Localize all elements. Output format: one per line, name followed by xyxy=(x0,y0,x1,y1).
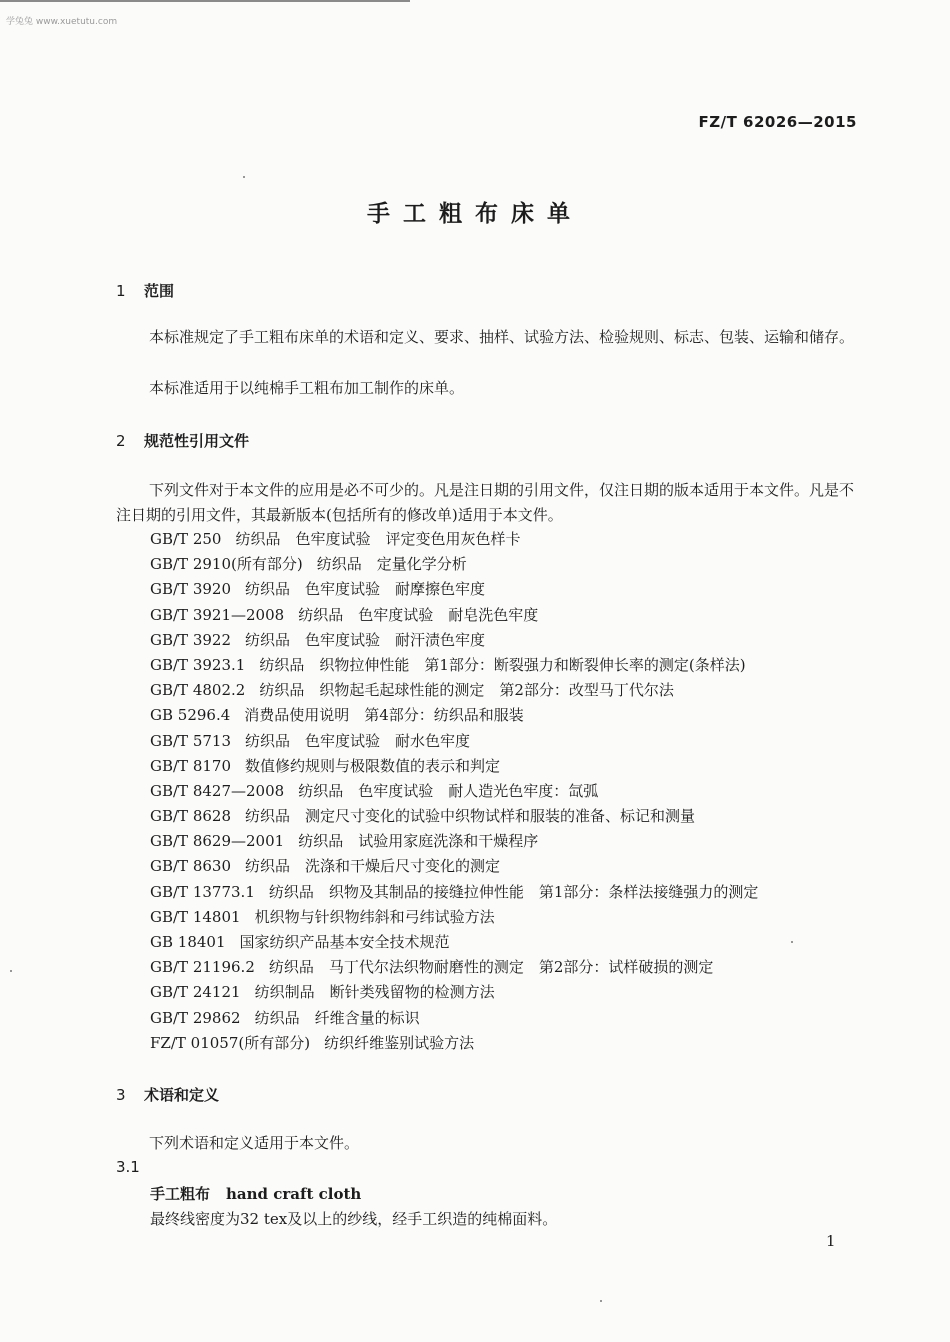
reference-code: GB/T 250 xyxy=(150,530,222,548)
scope-paragraph-2: 本标准适用于以纯棉手工粗布加工制作的床单。 xyxy=(149,379,465,397)
scan-speck xyxy=(791,941,793,943)
section-title: 范围 xyxy=(144,282,175,300)
reference-title: 纺织品 定量化学分析 xyxy=(316,555,467,574)
reference-item xyxy=(150,678,758,703)
reference-title: 纺织品 织物及其制品的接缝拉伸性能 第1部分：条样法接缝强力的测定 xyxy=(268,882,759,901)
reference-code: GB 5296.4 xyxy=(150,706,231,725)
reference-title: 数值修约规则与极限数值的表示和判定 xyxy=(245,756,501,775)
page-title: 手工粗布床单 xyxy=(367,201,583,227)
reference-item xyxy=(150,754,758,779)
reference-title: 机织物与针织物纬斜和弓纬试验方法 xyxy=(254,907,495,926)
reference-item xyxy=(150,577,758,602)
reference-item xyxy=(150,1006,758,1031)
scan-speck xyxy=(10,970,12,972)
reference-title: 纺织品 色牢度试验 耐摩擦色牢度 xyxy=(245,580,486,599)
section-number: 3 xyxy=(116,1086,126,1104)
reference-code: GB/T 21196.2 xyxy=(150,958,255,977)
reference-item xyxy=(150,930,758,955)
section-1-heading xyxy=(116,280,174,301)
term-definition: 最终线密度为32 tex及以上的纱线，经手工织造的纯棉面料。 xyxy=(150,1210,558,1228)
page-number: 1 xyxy=(826,1232,836,1250)
reference-code: GB/T 8630 xyxy=(150,857,232,876)
section-number: 1 xyxy=(116,282,126,300)
term-chinese: 手工粗布 xyxy=(150,1185,211,1203)
reference-item xyxy=(150,628,758,653)
scope-paragraph-1: 本标准规定了手工粗布床单的术语和定义、要求、抽样、试验方法、检验规则、标志、包装、运输和储存。 xyxy=(149,328,855,346)
reference-code: GB 18401 xyxy=(150,933,226,951)
reference-code: GB/T 13773.1 xyxy=(150,882,255,901)
reference-title: 纺织品 测定尺寸变化的试验中织物试样和服装的准备、标记和测量 xyxy=(245,807,696,826)
term-english: hand craft cloth xyxy=(226,1185,362,1203)
reference-item xyxy=(150,804,758,829)
watermark-text: 学兔兔 www.xuetutu.com xyxy=(6,17,118,27)
reference-code: FZ/T 01057(所有部分) xyxy=(150,1033,311,1052)
scan-speck xyxy=(243,176,245,178)
reference-item xyxy=(150,905,758,930)
reference-code: GB/T 29862 xyxy=(150,1008,241,1027)
section-2-heading xyxy=(116,430,249,451)
reference-title: 纺织品 织物起毛起球性能的测定 第2部分：改型马丁代尔法 xyxy=(259,681,674,700)
section-number: 2 xyxy=(116,432,126,450)
top-rule xyxy=(0,0,410,2)
reference-code: GB/T 3922 xyxy=(150,630,232,649)
reference-code: GB/T 2910(所有部分) xyxy=(150,555,303,574)
reference-code: GB/T 3921—2008 xyxy=(150,605,285,624)
reference-code: GB/T 4802.2 xyxy=(150,681,246,700)
reference-item xyxy=(150,779,758,804)
reference-title: 纺织品 织物拉伸性能 第1部分：断裂强力和断裂伸长率的测定(条样法) xyxy=(259,655,746,674)
reference-item xyxy=(150,552,758,577)
reference-code: GB/T 3920 xyxy=(150,580,232,599)
section-title: 术语和定义 xyxy=(144,1086,220,1104)
reference-title: 纺织品 色牢度试验 耐水色牢度 xyxy=(245,731,471,750)
reference-title: 纺织纤维鉴别试验方法 xyxy=(324,1033,475,1052)
reference-code: GB/T 8170 xyxy=(150,756,232,775)
reference-title: 消费品使用说明 第4部分：纺织品和服装 xyxy=(244,706,524,725)
reference-title: 纺织品 试验用家庭洗涤和干燥程序 xyxy=(298,832,539,851)
reference-code: GB/T 5713 xyxy=(150,731,232,750)
reference-item xyxy=(150,980,758,1005)
reference-title: 纺织品 洗涤和干燥后尺寸变化的测定 xyxy=(245,857,501,876)
reference-title: 国家纺织产品基本安全技术规范 xyxy=(239,933,450,951)
refs-intro-paragraph: 下列文件对于本文件的应用是必不可少的。凡是注日期的引用文件，仅注日期的版本适用于本文件。凡是不注日期的引用文件，其最新版本(包括所有的修改单)适用于本文件。 xyxy=(116,481,855,524)
reference-code: GB/T 3923.1 xyxy=(150,655,246,674)
reference-item xyxy=(150,527,758,552)
reference-list xyxy=(150,527,758,1056)
reference-title: 纺织品 色牢度试验 评定变色用灰色样卡 xyxy=(235,530,521,548)
reference-item xyxy=(150,829,758,854)
reference-item xyxy=(150,1031,758,1056)
subsection-number: 3.1 xyxy=(116,1158,140,1176)
reference-item xyxy=(150,854,758,879)
reference-title: 纺织品 色牢度试验 耐人造光色牢度：氙弧 xyxy=(298,781,599,800)
reference-code: GB/T 24121 xyxy=(150,983,241,1002)
reference-code: GB/T 8629—2001 xyxy=(150,832,285,851)
reference-item xyxy=(150,955,758,980)
reference-item xyxy=(150,603,758,628)
document-number: FZ/T 62026—2015 xyxy=(698,113,857,131)
reference-title: 纺织品 马丁代尔法织物耐磨性的测定 第2部分：试样破损的测定 xyxy=(268,958,714,977)
reference-item xyxy=(150,703,758,728)
reference-item xyxy=(150,653,758,678)
reference-title: 纺织品 色牢度试验 耐汗渍色牢度 xyxy=(245,630,486,649)
reference-title: 纺织制品 断针类残留物的检测方法 xyxy=(254,983,495,1002)
term-entry xyxy=(150,1183,361,1204)
scan-speck xyxy=(600,1300,602,1302)
terms-intro-paragraph: 下列术语和定义适用于本文件。 xyxy=(149,1134,360,1152)
reference-code: GB/T 8427—2008 xyxy=(150,781,285,800)
section-3-heading xyxy=(116,1084,219,1105)
reference-code: GB/T 14801 xyxy=(150,907,241,926)
reference-item xyxy=(150,880,758,905)
reference-item xyxy=(150,729,758,754)
reference-title: 纺织品 纤维含量的标识 xyxy=(254,1008,420,1027)
reference-title: 纺织品 色牢度试验 耐皂洗色牢度 xyxy=(298,605,539,624)
section-title: 规范性引用文件 xyxy=(144,432,250,450)
reference-code: GB/T 8628 xyxy=(150,807,232,826)
